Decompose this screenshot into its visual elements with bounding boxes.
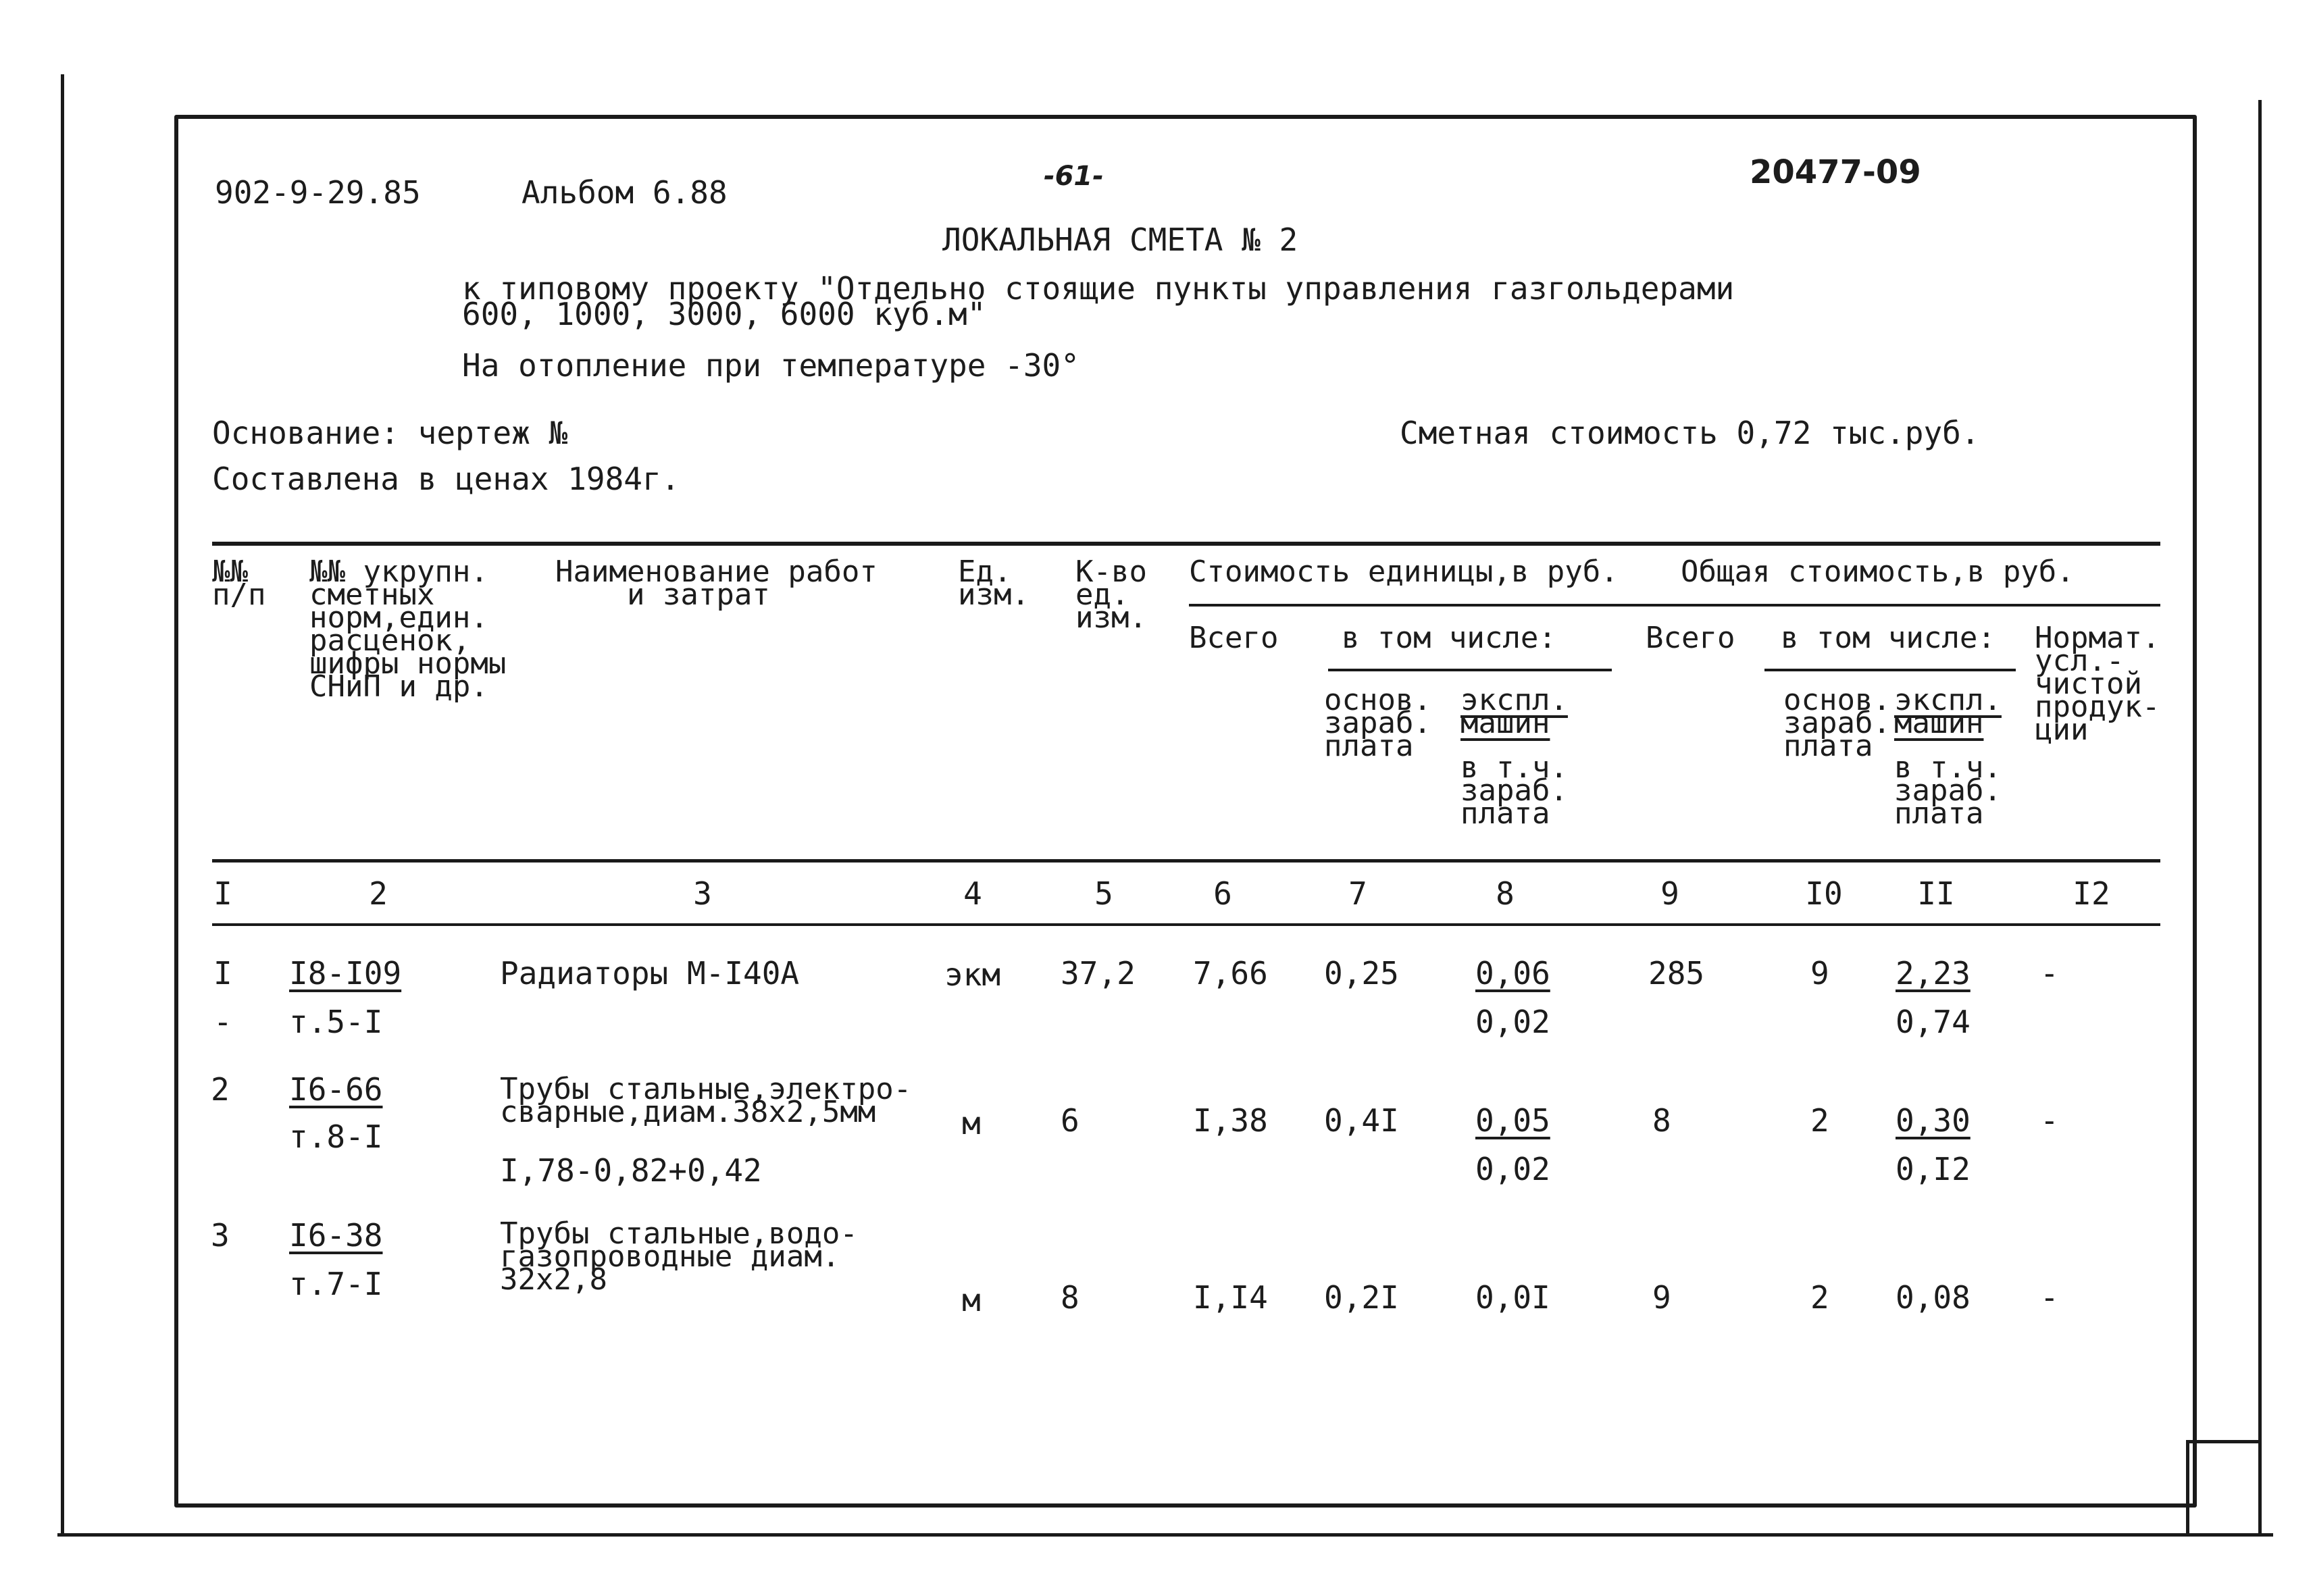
column-number: 6 [1213,875,1232,912]
norm-table-ref: т.7-I [289,1266,383,1302]
total-wage: 9 [1810,955,1829,992]
unit-wage: 0,4I [1324,1102,1399,1139]
normative-net: - [2040,955,2059,992]
quantity: 8 [1061,1279,1079,1316]
project-description-line1: к типовому проекту "Отдельно стоящие пункты управления газгольдерами [462,270,1735,307]
page-number: -61- [1044,161,1104,192]
row-number: 2 [211,1071,230,1108]
normative-net: - [2040,1102,2059,1139]
norm-code: I6-38 [289,1217,383,1254]
header-unit: Ед. изм. [958,555,1030,612]
column-number: 9 [1660,875,1679,912]
normative-net: - [2040,1279,2059,1316]
quantity: 37,2 [1061,955,1136,992]
total-machines: 0,08 [1896,1279,1971,1316]
total-wage: 2 [1810,1102,1829,1139]
unit-machine-wage: 0,02 [1475,1004,1550,1040]
row-number: 3 [211,1217,230,1254]
header-unit-wage: основ. зараб. плата [1324,683,1431,763]
unit-machines: 0,05 [1475,1102,1550,1139]
column-number: 8 [1496,875,1515,912]
header-row-number: №№ п/п [212,555,266,612]
header-bottom-rule [212,859,2160,863]
column-number: I [213,875,232,912]
unit-machines: 0,06 [1475,955,1550,992]
column-number: I2 [2073,875,2110,912]
unit: экм [944,956,1001,993]
unit: м [962,1105,981,1141]
total-machines: 0,30 [1896,1102,1971,1139]
project-description-line2: 600, 1000, 3000, 6000 куб.м" [462,296,986,332]
total-machine-wage: 0,74 [1896,1004,1971,1040]
header-normative-net: Нормат. усл.- чистой продук- ции [2035,621,2160,747]
unit-total: I,38 [1193,1102,1268,1139]
column-number: 3 [693,875,712,912]
project-code: 902-9-29.85 [215,174,421,211]
header-total-machine-wage: в т.ч. зараб. плата [1894,750,2002,831]
row-number: I [213,955,232,992]
header-total-total: Всего [1646,621,1735,655]
unit-total: 7,66 [1193,955,1268,992]
estimated-cost: Сметная стоимость 0,72 тыс.руб. [1400,415,1980,451]
header-total-including: в том числе: [1781,621,1996,655]
stamp-box-top [2186,1440,2262,1443]
table-top-rule [212,542,2160,546]
header-quantity: К-во ед. изм. [1075,555,1147,635]
total: 8 [1652,1102,1671,1139]
unit-machines: 0,0I [1475,1279,1550,1316]
bottom-binding-line [57,1533,2273,1537]
total: 285 [1648,955,1705,992]
subgroup-rule-total [1764,669,2016,671]
work-name: Радиаторы М-I40А [500,955,800,992]
header-total-machines: экспл. машин [1894,683,2002,740]
column-number: I0 [1805,875,1843,912]
norm-code: I8-I09 [289,955,402,992]
total: 9 [1652,1279,1671,1316]
column-number: 2 [369,875,388,912]
album-label: Альбом 6.88 [522,174,728,211]
header-unit-machine-wage: в т.ч. зараб. плата [1460,750,1568,831]
unit-machine-wage: 0,02 [1475,1151,1550,1187]
work-formula: I,78-0,82+0,42 [500,1152,762,1189]
unit-total: I,I4 [1193,1279,1268,1316]
unit-wage: 0,25 [1324,955,1399,992]
header-total-wage: основ. зараб. плата [1783,683,1891,763]
subgroup-rule-unit [1328,669,1612,671]
norm-table-ref: т.5-I [289,1004,383,1040]
unit: м [962,1282,981,1318]
norm-table-ref: т.8-I [289,1118,383,1155]
column-number: 4 [963,875,982,912]
header-unit-cost-group: Стоимость единицы,в руб. [1189,555,1619,589]
heating-description: На отопление при температуре -30° [462,347,1079,384]
row-number-sub: - [213,1004,232,1040]
left-binding-line [61,74,64,1537]
header-unit-total: Всего [1189,621,1279,655]
norm-code: I6-66 [289,1071,383,1108]
header-total-cost-group: Общая стоимость,в руб. [1681,555,2075,589]
total-wage: 2 [1810,1279,1829,1316]
numbers-bottom-rule [212,923,2160,926]
document-number: 20477-09 [1750,153,1921,191]
document-title: ЛОКАЛЬНАЯ СМЕТА № 2 [942,222,1298,258]
basis-label: Основание: чертеж № [212,415,568,451]
price-base: Составлена в ценах 1984г. [212,461,680,497]
quantity: 6 [1061,1102,1079,1139]
total-machine-wage: 0,I2 [1896,1151,1971,1187]
header-unit-machines: экспл. машин [1460,683,1568,740]
header-work-name: Наименование работ и затрат [555,555,878,612]
right-binding-line [2258,100,2262,1537]
header-norm-code: №№ укрупн. сметных норм,един. расценок, шифры нормы СНиП и др. [309,555,507,704]
work-name: Трубы стальные,водо- газопроводные диам. 32х2,8 [500,1216,858,1297]
total-machines: 2,23 [1896,955,1971,992]
column-number: 5 [1094,875,1113,912]
column-number: II [1917,875,1955,912]
group-rule [1189,604,2160,607]
header-unit-including: в том числе: [1342,621,1556,655]
unit-wage: 0,2I [1324,1279,1399,1316]
work-name: Трубы стальные,электро- сварные,диам.38х2,5мм [500,1072,912,1129]
column-number: 7 [1348,875,1367,912]
